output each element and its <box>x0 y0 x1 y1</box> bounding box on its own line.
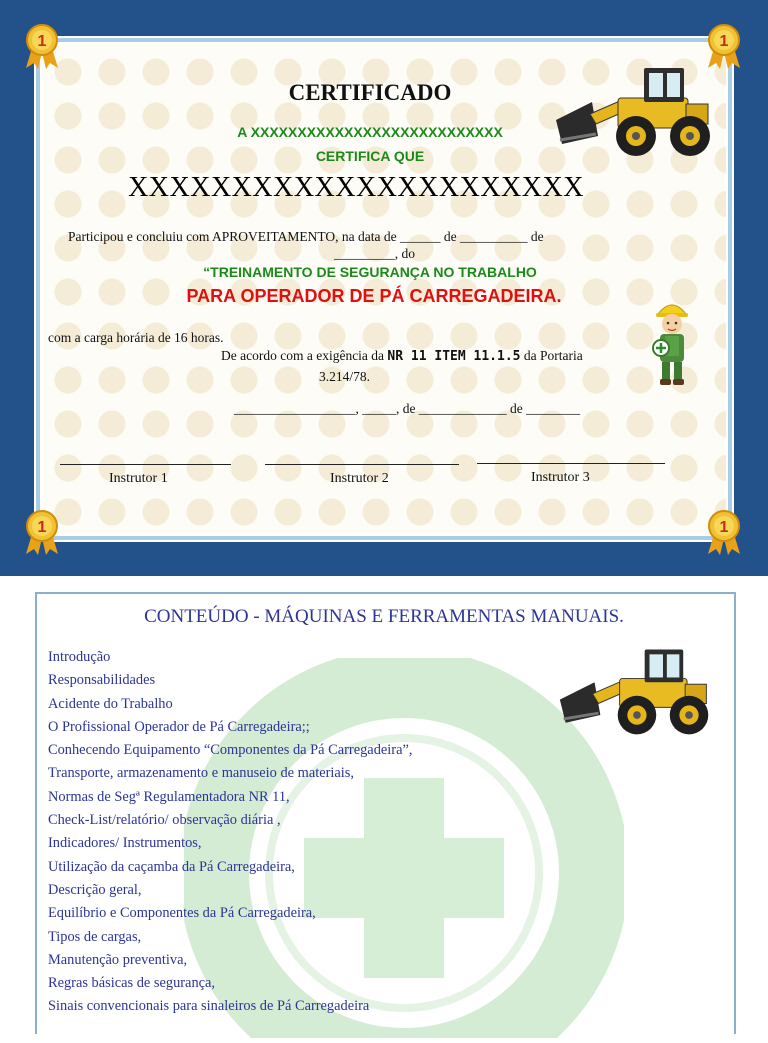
signature-line <box>265 464 459 465</box>
participation-text-continued: _________, do <box>334 246 415 261</box>
list-item: O Profissional Operador de Pá Carregadeira;; <box>48 718 310 735</box>
instructor-2-label: Instrutor 2 <box>330 471 389 486</box>
regulation-prefix: De acordo com a exigência da <box>221 348 388 363</box>
list-item: Regras básicas de segurança, <box>48 975 216 992</box>
list-item: Manutenção preventiva, <box>48 951 188 968</box>
list-item: Sinais convencionais para sinaleiros de Pá Carregadeira <box>48 998 370 1015</box>
list-item: Acidente do Trabalho <box>48 695 173 712</box>
wheel-loader-icon <box>556 640 716 740</box>
list-item: Utilização da caçamba da Pá Carregadeira, <box>48 858 295 875</box>
signature-line <box>60 464 231 465</box>
list-item: Normas de Segª Regulamentadora NR 11, <box>48 788 290 805</box>
participant-name: XXXXXXXXXXXXXXXXXXXXXX <box>128 172 584 203</box>
list-item: Introdução <box>48 649 111 665</box>
regulation-suffix: da Portaria <box>520 348 583 363</box>
medal-icon <box>20 22 64 70</box>
regulation-reference: NR 11 ITEM 11.1.5 <box>387 349 521 364</box>
participation-text: Participou e concluiu com APROVEITAMENTO, na data de ______ de __________ de <box>68 229 544 244</box>
wheel-loader-icon <box>552 60 718 160</box>
list-item: Indicadores/ Instrumentos, <box>48 835 202 852</box>
regulation-ordinance: 3.214/78. <box>319 369 371 384</box>
course-name-line2: PARA OPERADOR DE PÁ CARREGADEIRA. <box>186 286 562 306</box>
list-item: Check-List/relatório/ observação diária , <box>48 812 281 829</box>
list-item: Tipos de cargas, <box>48 928 142 945</box>
instructor-1-label: Instrutor 1 <box>109 471 168 486</box>
list-item: Equilíbrio e Componentes da Pá Carregadeira, <box>48 905 316 922</box>
safety-worker-icon <box>650 296 694 388</box>
medal-number: 1 <box>37 33 47 50</box>
medal-number: 1 <box>719 33 729 50</box>
instructor-3-label: Instrutor 3 <box>531 470 590 485</box>
medal-icon <box>20 508 64 556</box>
list-item: Descrição geral, <box>48 881 142 898</box>
list-item: Conhecendo Equipamento “Componentes da Pá Carregadeira”, <box>48 742 413 759</box>
regulation-text <box>221 348 583 364</box>
certifies-that-text: CERTIFICA QUE <box>315 148 425 164</box>
list-item: Responsabilidades <box>48 672 156 689</box>
certifying-entity: A XXXXXXXXXXXXXXXXXXXXXXXXXXX <box>237 124 503 140</box>
medal-number: 1 <box>37 519 47 536</box>
course-hours-text: com a carga horária de 16 horas. <box>48 330 224 345</box>
list-item: Transporte, armazenamento e manuseio de materiais, <box>48 765 354 782</box>
medal-number: 1 <box>719 519 729 536</box>
certificate-title: CERTIFICADO <box>288 80 452 105</box>
signature-line <box>477 463 665 464</box>
date-line: __________________, _____, de _____________ de ________ <box>234 401 581 416</box>
content-list <box>48 646 412 1019</box>
content-title: CONTEÚDO - MÁQUINAS E FERRAMENTAS MANUAIS. <box>144 606 624 627</box>
medal-icon <box>702 508 746 556</box>
course-name-line1: “TREINAMENTO DE SEGURANÇA NO TRABALHO <box>203 264 537 280</box>
